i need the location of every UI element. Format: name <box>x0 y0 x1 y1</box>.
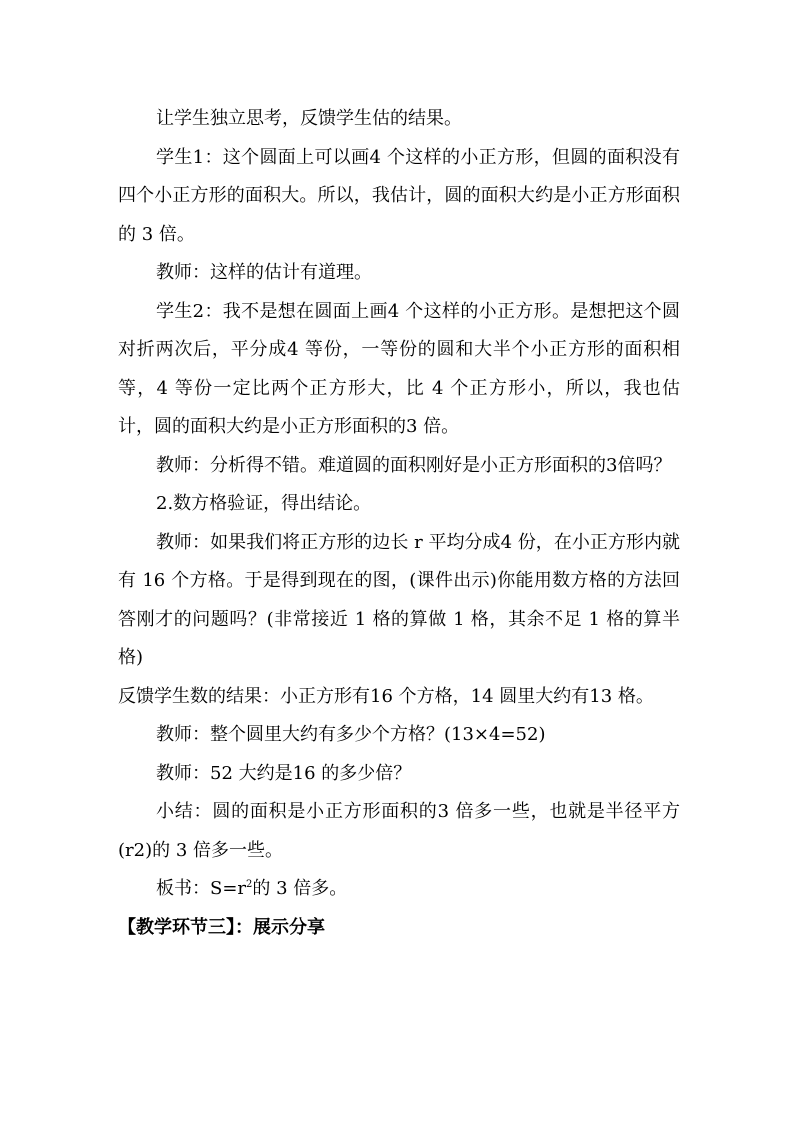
paragraph-step2: 2.数方格验证，得出结论。 <box>156 493 372 514</box>
paragraph-student1: 学生1：这个圆面上可以画4 个这样的小正方形，但圆的面积没有四个小正方形的面积大。所以，我估计，圆的面积大约是小正方形面积的 3 倍。 <box>118 146 680 245</box>
paragraph-summary: 小结：圆的面积是小正方形面积的3 倍多一些，也就是半径平方(r2)的 3 倍多一些。 <box>118 801 680 861</box>
paragraph-teacher-comment: 教师：这样的估计有道理。 <box>156 262 372 283</box>
board-suffix: 的 3 倍多。 <box>252 878 348 899</box>
paragraph-feedback: 反馈学生数的结果：小正方形有16 个方格，14 圆里大约有13 格。 <box>118 685 654 707</box>
paragraph-board <box>118 870 680 909</box>
paragraph-student2: 学生2：我不是想在圆面上画4 个这样的小正方形。是想把这个圆对折两次后，平分成4 等份，一等份的圆和大半个小正方形的面积相等，4 等份一定比两个正方形大，比 4 个正方形小，所以，我也估计，圆的面积大约是小正方形面积的3 倍。 <box>118 300 680 437</box>
section-heading: 【教学环节三】：展示分享 <box>118 916 325 938</box>
paragraph-teacher-total: 教师：整个圆里大约有多少个方格？(13×4=52) <box>156 724 546 745</box>
paragraph-teacher-question: 教师：分析得不错。难道圆的面积刚好是小正方形面积的3倍吗？ <box>156 454 672 476</box>
board-superscript: 2 <box>246 879 253 890</box>
paragraph-instruction: 让学生独立思考，反馈学生估的结果。 <box>156 108 462 129</box>
board-prefix: 板书：S=r <box>156 878 247 899</box>
paragraph-teacher-ratio: 教师：52 大约是16 的多少倍？ <box>156 762 412 784</box>
paragraph-teacher-grid: 教师：如果我们将正方形的边长 r 平均分成4 份，在小正方形内就有 16 个方格。于是得到现在的图，(课件出示)你能用数方格的方法回答刚才的问题吗？(非常接近 1 格的算做 1 格，其余不足 1 格的算半格) <box>118 531 680 668</box>
document-body <box>118 100 680 947</box>
